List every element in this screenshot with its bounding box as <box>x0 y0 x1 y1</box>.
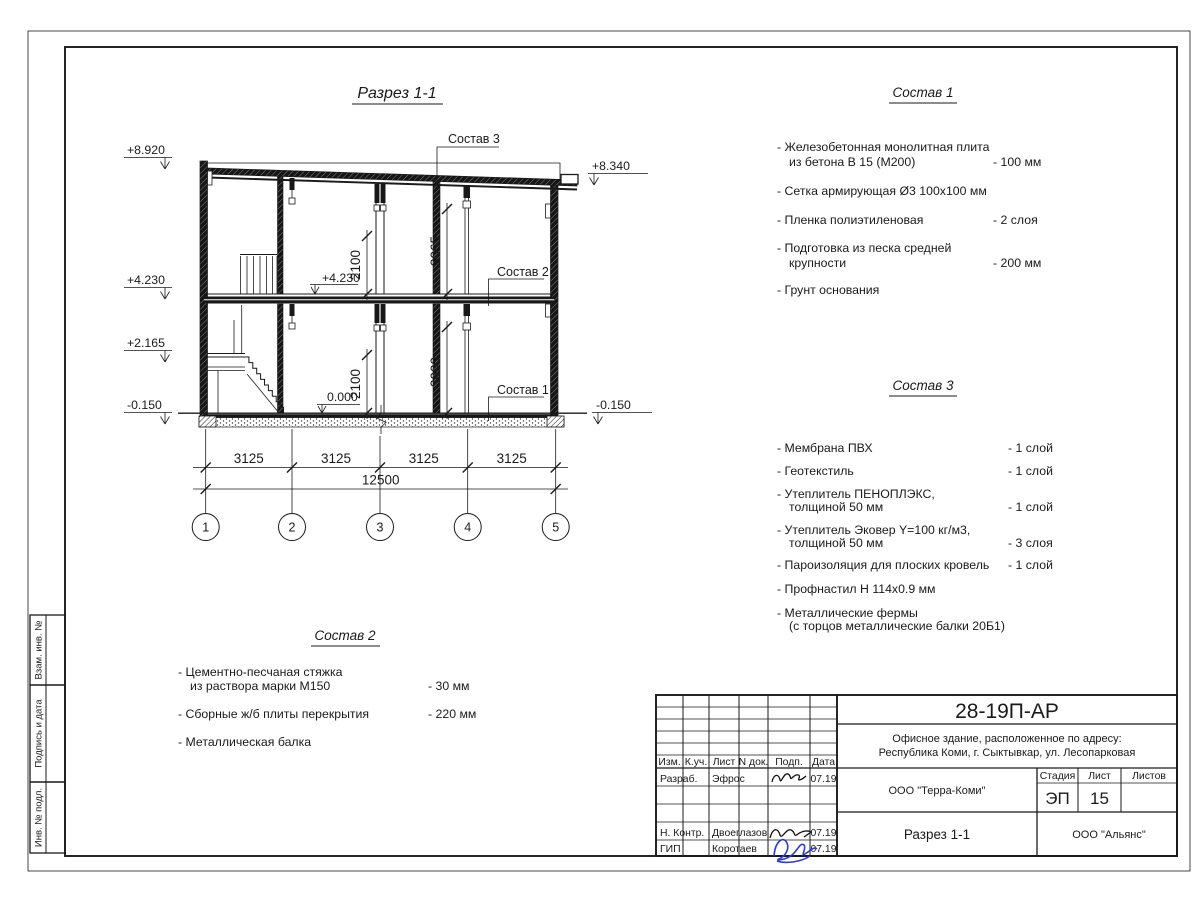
sostav3-title: Состав 3 <box>892 378 954 393</box>
column-axis2-lower <box>278 304 284 413</box>
elevation-marks-right <box>588 159 652 424</box>
date-razrab: 07.19 <box>810 774 837 785</box>
role-nkontr: Н. Контр. <box>660 828 705 839</box>
sheet-value: 15 <box>1090 789 1109 808</box>
list-item-value: - 2 слоя <box>993 213 1038 227</box>
list-item: толщиной 50 мм <box>789 500 884 514</box>
dim-3065: 3065 <box>428 235 443 267</box>
elev-2165: +2.165 <box>127 336 165 350</box>
foundation-block-right <box>547 416 564 427</box>
staircase <box>208 255 284 414</box>
sheet-label: Лист <box>1088 771 1111 782</box>
list-item-value: - 1 слой <box>1008 441 1053 455</box>
dim-3000: 3000 <box>428 356 443 388</box>
axis-bubbles <box>192 514 569 541</box>
post-upper-box <box>463 201 471 208</box>
leader-sostav3: Состав 3 <box>448 132 500 146</box>
leader-sostav1: Состав 1 <box>497 383 549 397</box>
date-gip: 07.19 <box>810 844 837 855</box>
axis-extension-lines <box>206 429 556 513</box>
sostav3-list <box>777 378 1053 633</box>
left-wall-notch <box>208 171 213 185</box>
sostav2-title: Состав 2 <box>314 628 376 643</box>
sheets-label: Листов <box>1132 771 1166 782</box>
partition-lower-foot-b <box>381 325 387 331</box>
elev-4230-internal: +4.230 <box>322 271 360 285</box>
sheet-title: Разрез 1-1 <box>903 827 971 842</box>
list-item: - Цементно-песчаная стяжка <box>178 665 343 679</box>
axis-number-4: 4 <box>464 520 472 535</box>
sostav1-list <box>777 85 1041 297</box>
list-item: - Железобетонная монолитная плита <box>777 140 990 154</box>
list-item: - Мембрана ПВХ <box>777 441 873 455</box>
leader-labels <box>437 132 549 421</box>
list-item: - Геотекстиль <box>777 464 854 478</box>
col-podp: Подп. <box>775 757 803 768</box>
dim-span-4: 3125 <box>496 451 527 466</box>
side-label-podpis: Подпись и дата <box>33 699 45 768</box>
list-item: - Профнастил Н 114х0.9 мм <box>777 582 936 596</box>
org-name: ООО "Терра-Коми" <box>888 785 986 797</box>
dim-2100-lower: 2100 <box>348 368 363 400</box>
col-kuch: К.уч. <box>684 757 708 768</box>
list-item-value: - 100 мм <box>993 155 1042 169</box>
date-nkontr: 07.19 <box>810 828 837 839</box>
list-item: из раствора марки М150 <box>190 679 331 693</box>
list-item: - Металлическая балка <box>178 735 312 749</box>
col-data: Дата <box>811 757 836 768</box>
list-item: - Пароизоляция для плоских кровель <box>777 558 990 572</box>
elevation-marks-left <box>124 143 172 424</box>
ground-slab <box>178 405 587 434</box>
hanger-upper-bracket <box>290 178 295 190</box>
role-gip: ГИП <box>660 844 681 855</box>
list-item: - Грунт основания <box>777 283 880 297</box>
axis-number-3: 3 <box>376 520 384 535</box>
section-title: Разрез 1-1 <box>357 85 437 102</box>
address-line2: Республика Коми, г. Сыктывкар, ул. Лесопарковая <box>878 747 1136 759</box>
list-item: - Подготовка из песка средней <box>777 241 952 255</box>
elev-minus0150-left: -0.150 <box>127 398 162 412</box>
list-item: - Пленка полиэтиленовая <box>777 213 924 227</box>
floor-slab-4230 <box>204 294 554 304</box>
hanger-lower-bracket <box>290 304 295 316</box>
list-item: - Металлические фермы <box>777 606 918 620</box>
axis-dimensions <box>192 429 569 541</box>
right-wall-notch-upper <box>546 204 551 218</box>
sand-bed-strip <box>199 418 564 427</box>
role-razrab: Разраб. <box>660 774 698 785</box>
post-lower-bracket <box>464 304 471 316</box>
dim-total: 12500 <box>361 472 400 488</box>
leader-sostav2: Состав 2 <box>497 265 549 279</box>
left-wall <box>200 161 208 416</box>
sostav1-title: Состав 1 <box>892 85 954 100</box>
list-item-value: - 1 слой <box>1008 558 1053 572</box>
list-item: - Утеплитель Эковер Y=100 кг/м3, <box>777 523 971 537</box>
right-wall-notch-lower <box>546 304 551 317</box>
list-item-value: - 200 мм <box>993 256 1042 270</box>
side-stamp-boxes <box>30 615 65 853</box>
list-item-value: - 30 мм <box>428 679 470 693</box>
roof-edge-box <box>561 175 578 185</box>
hanger-lower-box <box>289 323 295 329</box>
list-item-value: - 1 слой <box>1008 464 1053 478</box>
elev-4230-left: +4.230 <box>127 273 165 287</box>
foundation-block-left <box>199 416 216 427</box>
col-izm: Изм. <box>658 757 681 768</box>
elev-8340: +8.340 <box>592 159 630 173</box>
signature-nkontr <box>770 830 811 838</box>
axis-number-5: 5 <box>552 520 560 535</box>
name-dvoeglazov: Двоеглазов <box>712 828 768 839</box>
list-item: - Утеплитель ПЕНОПЛЭКС, <box>777 487 935 501</box>
partition-lower-foot-a <box>374 325 380 331</box>
roof-assembly <box>208 163 579 190</box>
partition-upper-foot-a <box>374 205 380 211</box>
name-korotaev: Коротаев <box>712 844 757 855</box>
list-item-value: - 220 мм <box>428 707 477 721</box>
elev-0000: 0.000 <box>327 390 358 404</box>
railing-balusters <box>241 256 278 294</box>
col-ndoc: N док. <box>738 757 769 768</box>
column-axis2-upper <box>278 176 284 294</box>
list-item: толщиной 50 мм <box>789 536 884 550</box>
dim-span-2: 3125 <box>320 451 352 466</box>
dim-span-1: 3125 <box>233 451 264 466</box>
hanger-axis2 <box>289 178 295 329</box>
list-item: (с торцов металлические балки 20Б1) <box>789 619 1005 633</box>
signature-razrab <box>772 774 806 782</box>
elev-8920: +8.920 <box>127 143 165 157</box>
elev-minus0150-right: -0.150 <box>596 398 631 412</box>
stage-value: ЭП <box>1045 789 1070 808</box>
list-item-value: - 1 слой <box>1008 500 1053 514</box>
list-item-value: - 3 слоя <box>1008 536 1053 550</box>
partition-upper-foot-b <box>381 205 387 211</box>
side-label-vzam: Взам. инв. № <box>33 620 45 680</box>
section-drawing <box>124 85 652 541</box>
post-upper-bracket <box>464 186 471 198</box>
axis-number-1: 1 <box>202 520 210 535</box>
address-line1: Офисное здание, расположенное по адресу: <box>892 733 1122 745</box>
list-item: - Сборные ж/б плиты перекрытия <box>178 707 370 721</box>
stage-label: Стадия <box>1039 771 1076 782</box>
list-item: - Сетка армирующая Ø3 100х100 мм <box>777 184 987 198</box>
title-block <box>656 695 1177 862</box>
elevation-marks-internal <box>310 271 360 413</box>
doc-number: 28-19П-АР <box>955 700 1059 723</box>
dim-span-3: 3125 <box>408 451 439 466</box>
sostav2-list <box>178 628 476 749</box>
name-efros: Эфрос <box>712 774 745 785</box>
list-item: крупности <box>789 256 847 270</box>
col-list: Лист <box>712 757 736 768</box>
hanger-upper-box <box>289 198 295 204</box>
axis-number-2: 2 <box>288 520 296 535</box>
list-item: из бетона В 15 (М200) <box>789 155 916 169</box>
side-label-inv: Инв. № подл. <box>33 787 45 848</box>
contractor-name: ООО "Альянс" <box>1072 829 1146 841</box>
post-lower-box <box>463 323 471 330</box>
dim-2100-upper: 2100 <box>348 249 363 281</box>
